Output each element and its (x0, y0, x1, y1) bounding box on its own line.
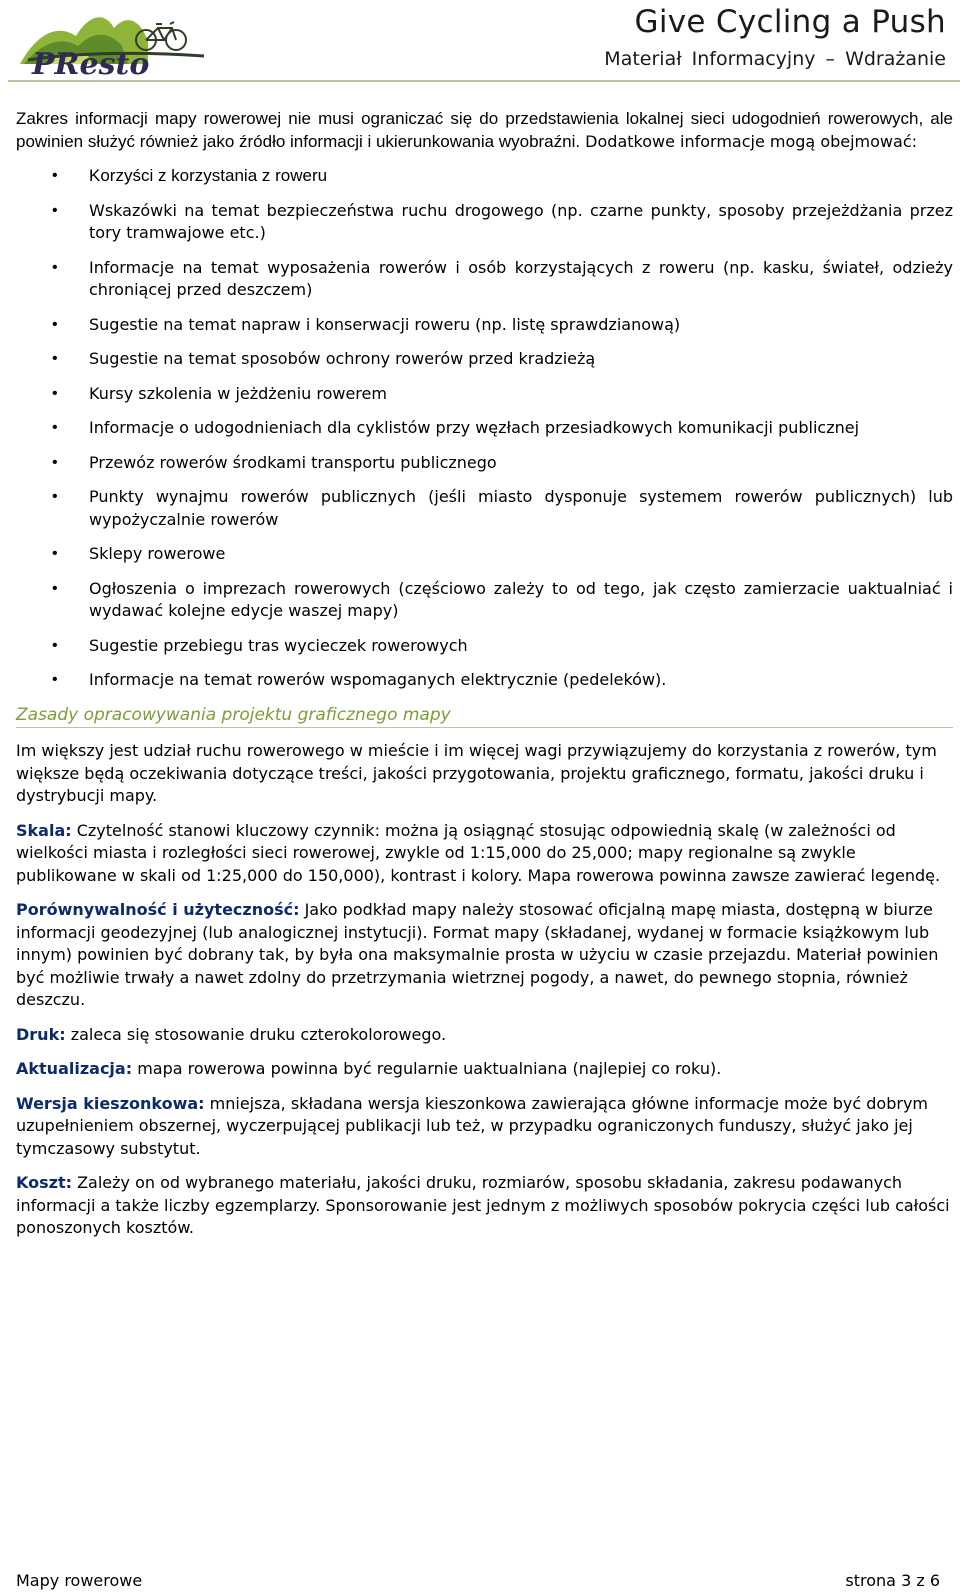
paragraph-label: Druk: (16, 1024, 66, 1044)
paragraph-text: mniejsza, składana wersja kieszonkowa zawierająca główne informacje może być dobrym uzupełnieniem obszernej, wyczerpującej publikacji lub też, w przypadku ograniczonych funduszy, służyć jako jej tymczasowy substytut. (16, 1093, 928, 1158)
list-item (16, 417, 953, 440)
list-item (16, 635, 953, 658)
list-item-text: Sugestie przebiegu tras wycieczek rowerowych (89, 635, 468, 655)
list-item (16, 257, 953, 302)
paragraph-label: Wersja kieszonkowa: (16, 1093, 205, 1113)
list-item (16, 314, 953, 337)
list-item-text: Przewóz rowerów środkami transportu publicznego (89, 452, 497, 472)
paragraph-text: Jako podkład mapy należy stosować oficjalną mapę miasta, dostępną w biurze informacji geodezyjnej (lub analogicznej instytucji). Format mapy (składanej, wydanej w formacie książkowym lub innym) powinien być dobrany tak, by była ona maksymalnie prosta w użyciu w czasie przejazdu. Materiał powinien być możliwie trwały a nawet zdolny do przetrzymania wietrznej pogody, a nawet, do pewnego stopnia, również deszczu. (16, 900, 939, 1009)
paragraph-text: Czytelność stanowi kluczowy czynnik: można ją osiągnąć stosując odpowiednią skalę (w zależności od wielkości miasta i rozległości sieci rowerowej, zwykle od 1:15,000 do 25,000; mapy regionalne są zwykle publikowane w skali od 1:25,000 do 150,000), kontrast i kolory. Mapa rowerowa powinna zawsze zawierać legendę. (16, 820, 941, 885)
paragraph-label: Porównywalność i użyteczność: (16, 900, 300, 919)
info-bullet-list (16, 165, 953, 692)
footer-page-number: strona 3 z 6 (845, 1571, 940, 1590)
list-item (16, 578, 953, 623)
list-item-text: Korzyści z korzystania z roweru (89, 166, 328, 185)
paragraph-label: Aktualizacja: (16, 1059, 133, 1078)
section-heading: Zasady opracowywania projektu graficznego mapy (16, 704, 953, 729)
paragraph-label: Skala: (16, 820, 72, 840)
paragraph-text: Zależy on od wybranego materiału, jakości druku, rozmiarów, sposobu składania, zakresu podawanych informacji a także liczby egzemplarzy. Sponsorowanie jest jednym z możliwych sposobów pokrycia części lub całości ponoszonych kosztów. (16, 1173, 950, 1237)
footer-doc-name: Mapy rowerowe (16, 1571, 143, 1590)
body-paragraph (16, 740, 953, 808)
paragraph-label: Koszt: (16, 1173, 72, 1192)
intro-text-part1: Zakres informacji mapy rowerowej nie musi ograniczać się do przedstawienia lokalnej sieci udogodnień rowerowych, ale powinien służyć również jako źródło informacji i ukierunkowania wyobraźni. (16, 109, 953, 151)
list-item-text: Informacje na temat wyposażenia rowerów i osób korzystających z roweru (np. kasku, świateł, odzieży chroniącej przed deszczem) (89, 257, 953, 299)
list-item-text: Kursy szkolenia w jeżdżeniu rowerem (89, 383, 387, 403)
presto-logo (18, 2, 208, 78)
list-item-text: Informacje o udogodnieniach dla cyklistów przy węzłach przesiadkowych komunikacji publicznej (89, 418, 860, 437)
list-item-text: Wskazówki na temat bezpieczeństwa ruchu drogowego (np. czarne punkty, sposoby przejeżdżania przez tory tramwajowe etc.) (89, 200, 953, 242)
list-item (16, 200, 953, 245)
intro-text-part2: Dodatkowe informacje mogą obejmować: (580, 131, 917, 151)
list-item (16, 452, 953, 475)
page-body (16, 108, 953, 1240)
svg-text:PResto: PResto (32, 47, 150, 78)
list-item-text: Ogłoszenia o imprezach rowerowych (częściowo zależy to od tego, jak często zamierzacie uaktualniać i wydawać kolejne edycje waszej mapy) (89, 578, 953, 620)
list-item (16, 543, 953, 566)
list-item (16, 383, 953, 406)
intro-paragraph (16, 108, 953, 153)
paragraph-text: zaleca się stosowanie druku czterokolorowego. (65, 1024, 447, 1044)
list-item (16, 486, 953, 531)
document-title: Give Cycling a Push (634, 4, 946, 40)
page-header (0, 0, 960, 80)
body-paragraph-cost (16, 1172, 953, 1240)
document-subtitle: Materiał Informacyjny – Wdrażanie (604, 48, 946, 70)
list-item-text: Sklepy rowerowe (89, 544, 226, 563)
list-item (16, 165, 953, 188)
body-paragraph-usability (16, 899, 953, 1012)
body-paragraph-scale (16, 820, 953, 888)
list-item-text: Sugestie na temat napraw i konserwacji roweru (np. listę sprawdzianową) (89, 314, 681, 334)
list-item-text: Sugestie na temat sposobów ochrony rowerów przed kradzieżą (89, 349, 596, 368)
body-paragraph-pocket (16, 1093, 953, 1161)
paragraph-text: Im większy jest udział ruchu rowerowego w mieście i im więcej wagi przywiązujemy do korzystania z rowerów, tym większe będą oczekiwania dotyczące treści, jakości przygotowania, projektu graficznego, formatu, jakości druku i dystrybucji mapy. (16, 741, 937, 805)
list-item (16, 348, 953, 371)
body-paragraph-update (16, 1058, 953, 1081)
list-item (16, 669, 953, 692)
body-paragraph-print (16, 1024, 953, 1047)
paragraph-text: mapa rowerowa powinna być regularnie uaktualniana (najlepiej co roku). (132, 1059, 722, 1078)
list-item-text: Punkty wynajmu rowerów publicznych (jeśli miasto dysponuje systemem rowerów publicznych) lub wypożyczalnie rowerów (89, 487, 953, 529)
header-divider (8, 80, 960, 82)
list-item-text: Informacje na temat rowerów wspomaganych elektrycznie (pedeleków). (89, 670, 667, 689)
